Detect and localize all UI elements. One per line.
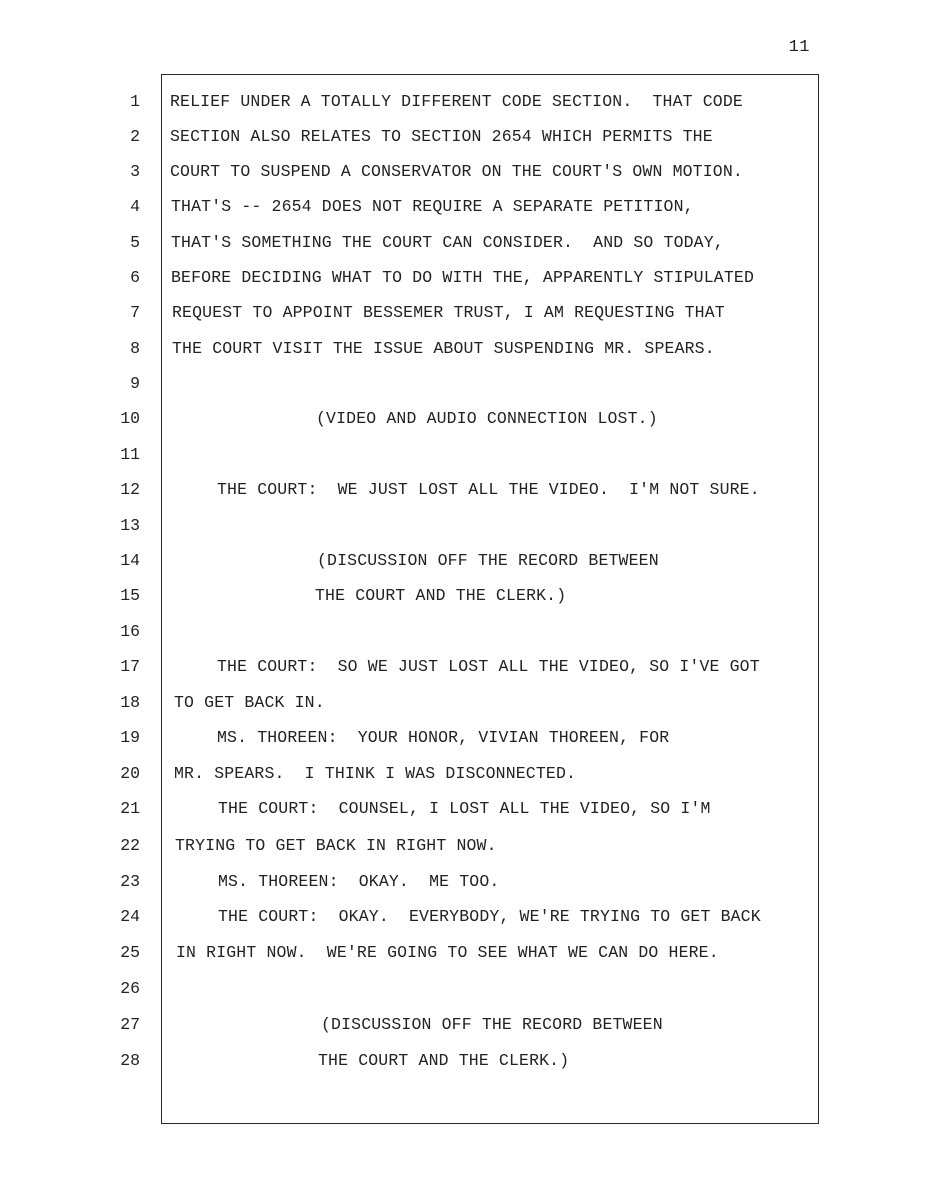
transcript-line: MR. SPEARS. I THINK I WAS DISCONNECTED. bbox=[174, 764, 577, 783]
transcript-line: (DISCUSSION OFF THE RECORD BETWEEN bbox=[321, 1015, 663, 1034]
line-number: 19 bbox=[120, 728, 140, 747]
line-number: 15 bbox=[120, 586, 140, 605]
transcript-line: SECTION ALSO RELATES TO SECTION 2654 WHICH PERMITS THE bbox=[170, 127, 713, 146]
line-number: 2 bbox=[130, 127, 140, 146]
line-number: 28 bbox=[120, 1051, 140, 1070]
line-number: 11 bbox=[120, 445, 140, 464]
line-number: 12 bbox=[120, 480, 140, 499]
line-number: 8 bbox=[130, 339, 140, 358]
line-number: 27 bbox=[120, 1015, 140, 1034]
page-number: 11 bbox=[788, 38, 810, 57]
line-number: 13 bbox=[120, 516, 140, 535]
line-number: 26 bbox=[120, 979, 140, 998]
line-number: 21 bbox=[120, 799, 140, 818]
line-number: 9 bbox=[130, 374, 140, 393]
transcript-line: TRYING TO GET BACK IN RIGHT NOW. bbox=[175, 836, 497, 855]
transcript-line: TO GET BACK IN. bbox=[174, 693, 325, 712]
line-number: 18 bbox=[120, 693, 140, 712]
transcript-line: THAT'S SOMETHING THE COURT CAN CONSIDER. AND SO TODAY, bbox=[171, 233, 724, 252]
line-number: 23 bbox=[120, 872, 140, 891]
transcript-line: MS. THOREEN: YOUR HONOR, VIVIAN THOREEN, FOR bbox=[217, 728, 670, 747]
transcript-line: REQUEST TO APPOINT BESSEMER TRUST, I AM REQUESTING THAT bbox=[172, 303, 725, 322]
line-number: 4 bbox=[130, 197, 140, 216]
transcript-line: MS. THOREEN: OKAY. ME TOO. bbox=[218, 872, 500, 891]
transcript-line: RELIEF UNDER A TOTALLY DIFFERENT CODE SECTION. THAT CODE bbox=[170, 92, 743, 111]
line-number: 16 bbox=[120, 622, 140, 641]
transcript-line: THE COURT: COUNSEL, I LOST ALL THE VIDEO, SO I'M bbox=[218, 799, 711, 818]
transcript-line: THE COURT: OKAY. EVERYBODY, WE'RE TRYING TO GET BACK bbox=[218, 907, 761, 926]
line-number: 14 bbox=[120, 551, 140, 570]
transcript-line: (VIDEO AND AUDIO CONNECTION LOST.) bbox=[316, 409, 658, 428]
line-number: 6 bbox=[130, 268, 140, 287]
transcript-line: THE COURT AND THE CLERK.) bbox=[318, 1051, 570, 1070]
transcript-line: THE COURT: WE JUST LOST ALL THE VIDEO. I'M NOT SURE. bbox=[217, 480, 760, 499]
transcript-line: THE COURT: SO WE JUST LOST ALL THE VIDEO, SO I'VE GOT bbox=[217, 657, 760, 676]
transcript-line: THAT'S -- 2654 DOES NOT REQUIRE A SEPARATE PETITION, bbox=[171, 197, 694, 216]
line-number: 22 bbox=[120, 836, 140, 855]
line-number: 7 bbox=[130, 303, 140, 322]
transcript-line: IN RIGHT NOW. WE'RE GOING TO SEE WHAT WE CAN DO HERE. bbox=[176, 943, 719, 962]
line-number: 1 bbox=[130, 92, 140, 111]
line-number: 25 bbox=[120, 943, 140, 962]
transcript-line: BEFORE DECIDING WHAT TO DO WITH THE, APPARENTLY STIPULATED bbox=[171, 268, 754, 287]
line-number: 17 bbox=[120, 657, 140, 676]
transcript-line: COURT TO SUSPEND A CONSERVATOR ON THE COURT'S OWN MOTION. bbox=[170, 162, 743, 181]
transcript-line: THE COURT VISIT THE ISSUE ABOUT SUSPENDING MR. SPEARS. bbox=[172, 339, 715, 358]
line-number: 10 bbox=[120, 409, 140, 428]
line-number: 5 bbox=[130, 233, 140, 252]
transcript-line: (DISCUSSION OFF THE RECORD BETWEEN bbox=[317, 551, 659, 570]
line-number: 20 bbox=[120, 764, 140, 783]
line-number: 24 bbox=[120, 907, 140, 926]
line-number: 3 bbox=[130, 162, 140, 181]
transcript-line: THE COURT AND THE CLERK.) bbox=[315, 586, 567, 605]
